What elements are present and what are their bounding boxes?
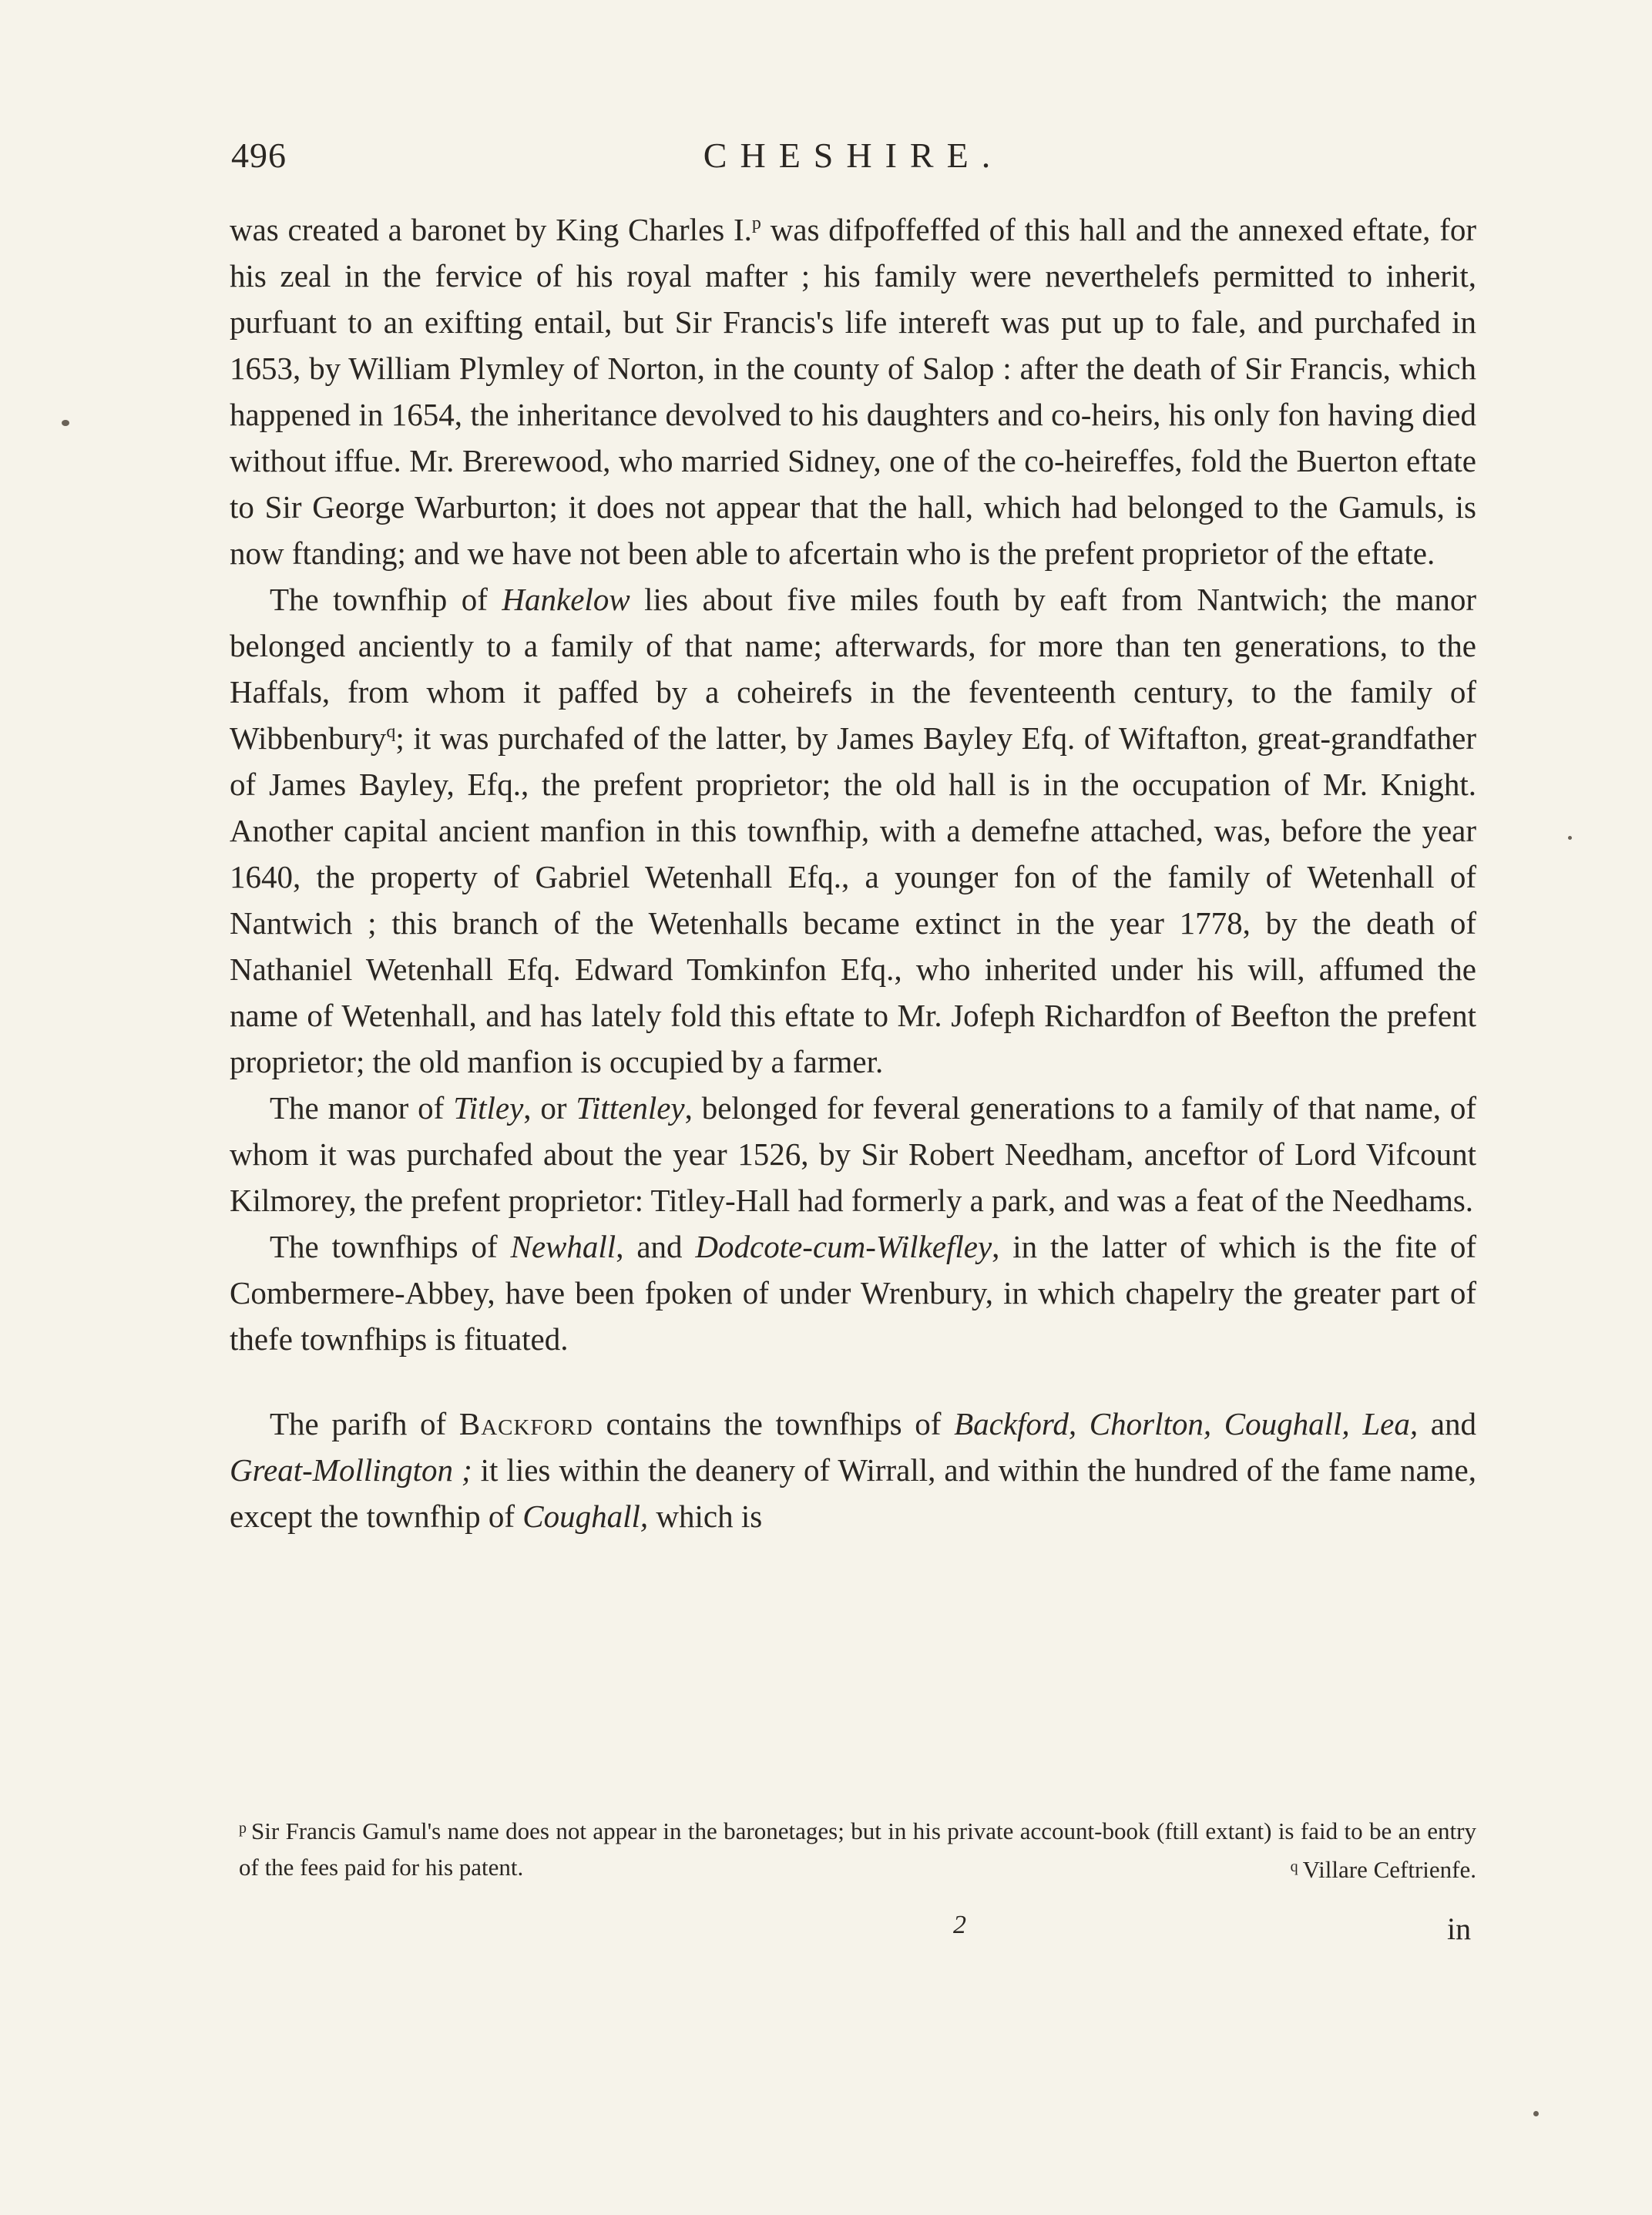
footnote-ref: q: [386, 722, 396, 742]
paragraph: [230, 206, 1476, 576]
small-caps-text: Backford: [458, 1406, 593, 1441]
paragraph: [230, 1085, 1476, 1223]
footnote-ref: p: [751, 213, 761, 233]
footnote-text: Sir Francis Gamul's name does not appear in the baronetages; but in his private account-book (ftill extant) is faid to be an entry of the fees paid for his patent.: [239, 1817, 1476, 1881]
paragraph: [230, 576, 1476, 1085]
italic-text: Coughall,: [522, 1498, 649, 1534]
text-run: was created a baronet by King Charles I.: [230, 212, 752, 247]
page-number: 496: [231, 136, 287, 175]
paragraph: [230, 1223, 1476, 1362]
text-run: , or: [523, 1090, 576, 1126]
text-run: The manor of: [270, 1090, 454, 1126]
signature-mark: 2: [953, 1911, 966, 1939]
running-title: CHESHIRE.: [703, 136, 1004, 175]
italic-text: Titley: [453, 1090, 524, 1126]
text-run: ; it was purchafed of the latter, by James Bayley Efq. of Wiftafton, great-grandfather of James Bayley, Efq., the prefent proprietor; the old hall is in the occupation of Mr. Knight. Another capital ancient manfion in this townfhip, with a demefne attached, was, before the year 1640, the property of Gabriel Wetenhall Efq., a younger fon of the family of Wetenhall of Nantwich ; this branch of the Wetenhalls became extinct in the year 1778, by the death of Nathaniel Wetenhall Efq. Edward Tomkinfon Efq., who inherited under his will, affumed the name of Wetenhall, and has lately fold this eftate to Mr. Jofeph Richardfon of Beefton the prefent proprietor; the old manfion is occupied by a farmer.: [230, 720, 1476, 1079]
ink-speck: [1533, 2111, 1539, 2116]
italic-text: Newhall: [510, 1229, 616, 1264]
body-text: [230, 206, 1476, 1539]
catchword: in: [1447, 1911, 1472, 1946]
text-run: it lies within the deanery of Wirrall, and within the hundred of the fame name, except the townfhip of: [230, 1452, 1476, 1534]
italic-text: Dodcote-cum-Wilkefley: [695, 1229, 992, 1264]
text-run: contains the townfhips of: [593, 1406, 955, 1441]
text-run: which is: [648, 1498, 763, 1534]
text-run: lies about five miles fouth by eaft from Nantwich; the manor belonged anciently to a family of that name; afterwards, for more than ten generations, to the Haffals, from whom it paffed by a coheirefs in the feventeenth century, to the family of Wibbenbury: [230, 582, 1476, 756]
page-header: [231, 135, 1476, 189]
footnote: [1291, 1849, 1476, 1888]
footnotes: [239, 1811, 1476, 1888]
text-run: was difpoffeffed of this hall and the annexed eftate, for his zeal in the fervice of his royal mafter ; his family were neverthelefs permitted to inherit, purfuant to an exifting entail, but Sir Francis's life intereft was put up to fale, and purchafed in 1653, by William Plymley of Norton, in the county of Salop : after the death of Sir Francis, which happened in 1654, the inheritance devolved to his daughters and co-heirs, his only fon having died without iffue. Mr. Brerewood, who married Sidney, one of the co-heireffes, fold the Buerton eftate to Sir George Warburton; it does not appear that the hall, which had belonged to the Gamuls, is now ftanding; and we have not been able to afcertain who is the prefent proprietor of the eftate.: [230, 212, 1476, 571]
footnote: [239, 1811, 1476, 1885]
text-run: and: [1418, 1406, 1476, 1441]
text-run: The townfhips of: [270, 1229, 511, 1264]
paragraph: [230, 1401, 1476, 1539]
italic-text: Great-Mollington ;: [230, 1452, 472, 1488]
text-run: , belonged for feveral generations to a family of that name, of whom it was purchafed about the year 1526, by Sir Robert Needham, anceftor of Lord Vifcount Kilmorey, the prefent proprietor: Titley-Hall had formerly a park, and was a feat of the Needhams.: [230, 1090, 1476, 1218]
ink-speck: [62, 420, 69, 426]
text-run: The townfhip of: [270, 582, 502, 617]
footnote-mark: p: [239, 1820, 247, 1837]
italic-text: Backford, Chorlton, Coughall, Lea,: [954, 1406, 1419, 1441]
ink-speck: [1568, 836, 1572, 840]
italic-text: Hankelow: [502, 582, 630, 617]
text-run: , and: [616, 1229, 696, 1264]
text-run: , in the latter of which is the fite of Combermere-Abbey, have been fpoken of under Wrenbury, in which chapelry the greater part of thefe townfhips is fituated.: [230, 1229, 1476, 1357]
italic-text: Tittenley: [576, 1090, 685, 1126]
footnote-text: Villare Ceftrienfe.: [1302, 1856, 1476, 1883]
footnote-mark: q: [1290, 1858, 1298, 1875]
text-run: The parifh of: [270, 1406, 459, 1441]
